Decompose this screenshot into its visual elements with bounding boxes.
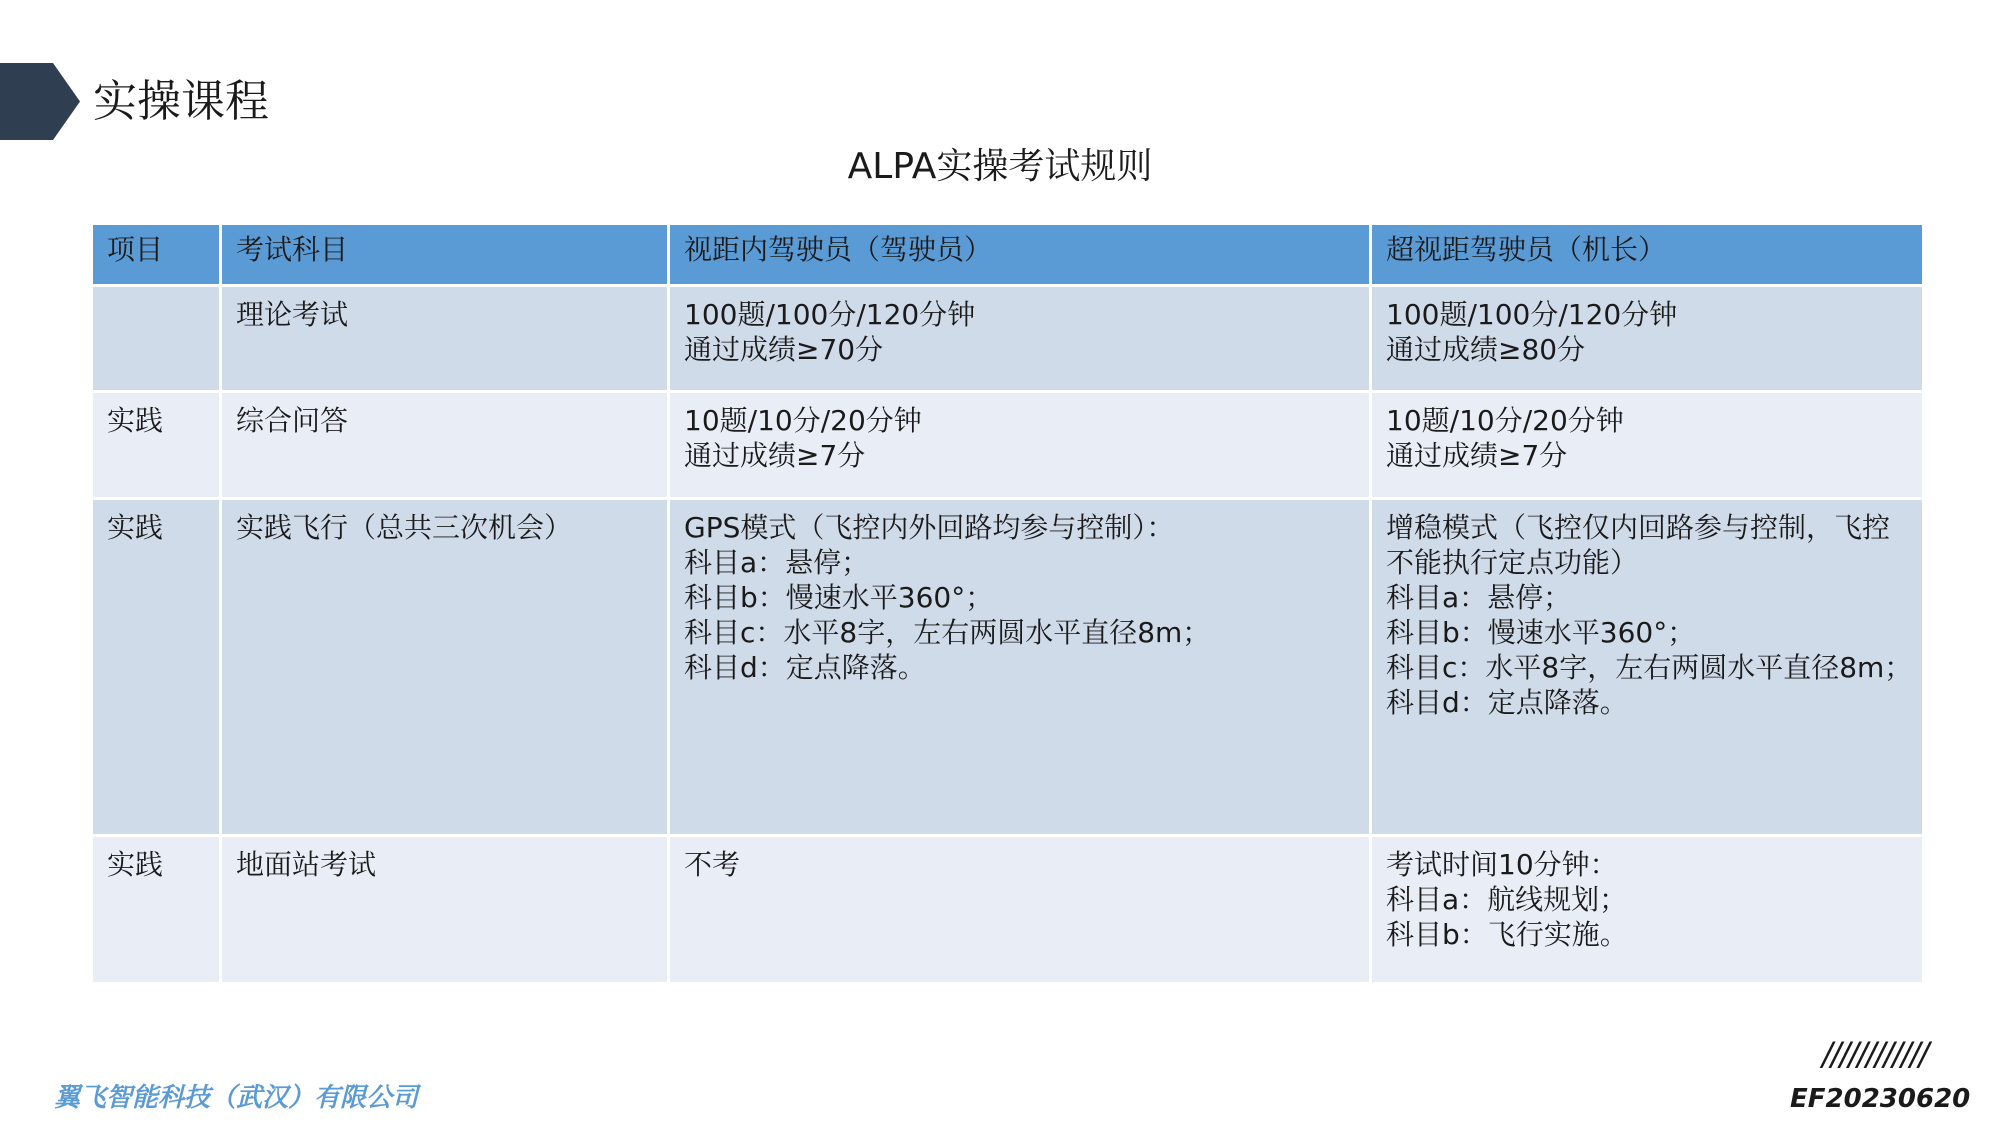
cell-subject: 地面站考试 [221, 836, 669, 984]
cell-vlos [669, 392, 1371, 499]
page-title: 实操课程 [93, 76, 269, 127]
table-row [92, 499, 1924, 836]
cell-line: 科目b：慢速水平360°； [1386, 616, 1696, 649]
cell-line: 科目b：慢速水平360°； [684, 581, 994, 614]
company-name: 翼飞智能科技（武汉）有限公司 [54, 1083, 419, 1113]
cell-line: 科目a：航线规划； [1386, 883, 1628, 916]
cell-line: 通过成绩≥7分 [684, 439, 866, 472]
cell-vlos [669, 286, 1371, 392]
document-code: EF20230620 [1790, 1084, 1971, 1114]
cell-item: 实践 [92, 836, 221, 984]
cell-line: 科目b：飞行实施。 [1386, 918, 1628, 951]
cell-vlos [669, 836, 1371, 984]
cell-vlos [669, 499, 1371, 836]
decorative-slashes: //////////// [1822, 1035, 1928, 1073]
cell-line: 通过成绩≥70分 [684, 333, 884, 366]
cell-line: 通过成绩≥7分 [1386, 439, 1568, 472]
cell-bvlos [1371, 499, 1924, 836]
cell-line: 考试时间10分钟： [1386, 848, 1618, 881]
cell-subject: 理论考试 [221, 286, 669, 392]
header-subject: 考试科目 [221, 224, 669, 286]
cell-line: 科目c：水平8字，左右两圆水平直径8m； [1386, 651, 1913, 684]
table-row [92, 836, 1924, 984]
cell-item: 实践 [92, 499, 221, 836]
cell-line: 通过成绩≥80分 [1386, 333, 1586, 366]
header-vlos-pilot: 视距内驾驶员（驾驶员） [669, 224, 1371, 286]
cell-subject: 实践飞行（总共三次机会） [221, 499, 669, 836]
table-row [92, 392, 1924, 499]
cell-line: 科目a：悬停； [684, 546, 870, 579]
table-row [92, 286, 1924, 392]
cell-line: 科目c：水平8字，左右两圆水平直径8m； [684, 616, 1211, 649]
cell-bvlos [1371, 836, 1924, 984]
title-tab-marker [0, 63, 80, 140]
cell-line: 科目d：定点降落。 [684, 651, 926, 684]
cell-line: 10题/10分/20分钟 [1386, 404, 1624, 437]
header-item: 项目 [92, 224, 221, 286]
cell-line: GPS模式（飞控内外回路均参与控制）： [684, 511, 1175, 544]
cell-line: 100题/100分/120分钟 [1386, 298, 1678, 331]
table-header-row [92, 224, 1924, 286]
cell-item: 实践 [92, 392, 221, 499]
cell-item [92, 286, 221, 392]
cell-line: 科目a：悬停； [1386, 581, 1572, 614]
table-title: ALPA实操考试规则 [847, 146, 1153, 187]
cell-bvlos [1371, 286, 1924, 392]
cell-line: 10题/10分/20分钟 [684, 404, 922, 437]
cell-bvlos [1371, 392, 1924, 499]
cell-subject: 综合问答 [221, 392, 669, 499]
cell-line: 100题/100分/120分钟 [684, 298, 976, 331]
exam-rules-table [90, 222, 1925, 985]
cell-line: 不考 [684, 848, 741, 881]
cell-line: 科目d：定点降落。 [1386, 686, 1628, 719]
cell-line: 增稳模式（飞控仅内回路参与控制，飞控不能执行定点功能） [1386, 511, 1891, 579]
header-bvlos-captain: 超视距驾驶员（机长） [1371, 224, 1924, 286]
